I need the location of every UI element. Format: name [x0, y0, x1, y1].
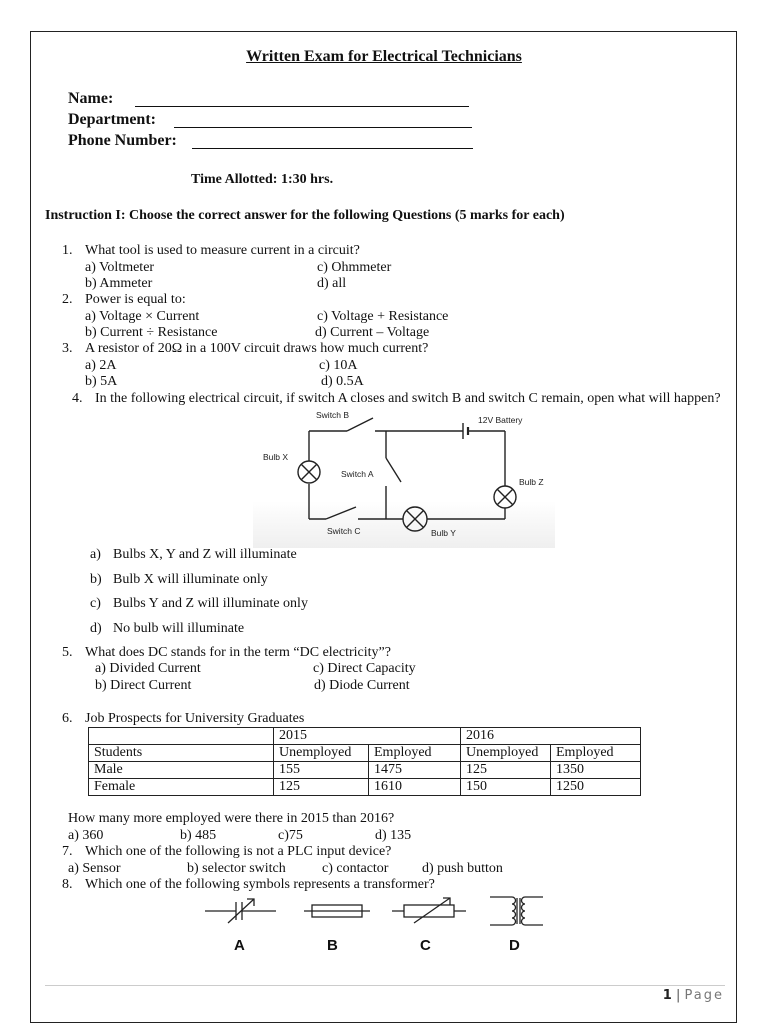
footer-divider [45, 985, 725, 986]
table-header: Students [89, 745, 274, 762]
q7-option-a: a) Sensor [68, 861, 121, 876]
q4-option-d: No bulb will illuminate [113, 621, 245, 636]
table-cell: 1350 [551, 762, 641, 779]
table-row [89, 779, 641, 796]
bulb-z-label: Bulb Z [519, 477, 544, 487]
symbol-b-fuse-icon [304, 905, 370, 917]
q4-number: 4. [72, 391, 83, 406]
table-header: Employed [369, 745, 461, 762]
q2-option-c: c) Voltage + Resistance [317, 309, 449, 324]
q2-option-d: d) Current – Voltage [315, 325, 430, 340]
switch-a-blade [386, 458, 401, 482]
table-cell: 1250 [551, 779, 641, 796]
table-row [89, 728, 641, 745]
q6-option-d: d) 135 [375, 828, 412, 843]
table-header: Employed [551, 745, 641, 762]
q4-option-a-letter: a) [90, 547, 101, 562]
page-number: 1 [662, 988, 672, 1003]
q4-option-d-letter: d) [90, 621, 102, 636]
circuit-diagram [253, 406, 555, 548]
q5-option-d: d) Diode Current [314, 678, 410, 693]
q8-text: Which one of the following symbols represents a transformer? [85, 877, 435, 892]
table-row [89, 745, 641, 762]
q2-text: Power is equal to: [85, 292, 186, 307]
switch-b-label: Switch B [316, 410, 350, 420]
table-cell: 155 [274, 762, 369, 779]
footer-separator: | [675, 988, 681, 1003]
q7-option-c: c) contactor [322, 861, 389, 876]
table-year-2016: 2016 [461, 728, 641, 745]
bulb-y-label: Bulb Y [431, 528, 456, 538]
symbol-a-variable-capacitor-icon [205, 899, 276, 923]
q4-option-b-letter: b) [90, 572, 102, 587]
table-cell: Male [89, 762, 274, 779]
q2-option-a: a) Voltage × Current [85, 309, 200, 324]
q5-option-c: c) Direct Capacity [313, 661, 416, 676]
q4-text: In the following electrical circuit, if switch A closes and switch B and switch C remain, open what will happen? [95, 391, 721, 406]
q5-text: What does DC stands for in the term “DC electricity”? [85, 645, 391, 660]
table-cell: 1475 [369, 762, 461, 779]
q5-option-b: b) Direct Current [95, 678, 192, 693]
q7-option-b: b) selector switch [187, 861, 286, 876]
switch-b-blade [347, 418, 373, 431]
q4-option-b: Bulb X will illuminate only [113, 572, 268, 587]
symbol-a-label: A [234, 937, 245, 954]
table-cell: 150 [461, 779, 551, 796]
symbol-b-label: B [327, 937, 338, 954]
table-cell: 125 [274, 779, 369, 796]
switch-c-label: Switch C [327, 526, 361, 536]
q3-option-b: b) 5A [85, 374, 118, 389]
q3-text: A resistor of 20Ω in a 100V circuit draws how much current? [85, 341, 429, 356]
job-prospects-table [88, 727, 641, 796]
symbol-d-label: D [509, 937, 520, 954]
table-cell: 1610 [369, 779, 461, 796]
battery-label: 12V Battery [478, 415, 523, 425]
q6-option-b: b) 485 [180, 828, 217, 843]
name-label: Name: [68, 90, 114, 107]
q4-option-c: Bulbs Y and Z will illuminate only [113, 596, 308, 611]
q4-option-c-letter: c) [90, 596, 101, 611]
q1-option-d: d) all [317, 276, 347, 291]
q3-option-a: a) 2A [85, 358, 117, 373]
q7-number: 7. [62, 844, 73, 859]
q6-option-c: c)75 [278, 828, 303, 843]
q7-text: Which one of the following is not a PLC input device? [85, 844, 392, 859]
phone-line [192, 148, 473, 149]
time-allotted: Time Allotted: 1:30 hrs. [191, 172, 334, 187]
page-footer [663, 988, 724, 1003]
phone-label: Phone Number: [68, 132, 177, 149]
q6-text: Job Prospects for University Graduates [85, 711, 305, 726]
q8-number: 8. [62, 877, 73, 892]
symbol-d-transformer-icon [490, 897, 543, 925]
table-header: Unemployed [274, 745, 369, 762]
q1-text: What tool is used to measure current in a circuit? [85, 243, 360, 258]
department-line [174, 127, 472, 128]
transformer-symbols [200, 893, 550, 957]
table-cell: 125 [461, 762, 551, 779]
symbol-c-variable-resistor-icon [392, 898, 466, 923]
q3-option-d: d) 0.5A [321, 374, 364, 389]
q7-option-d: d) push button [422, 861, 503, 876]
page-word: Page [684, 988, 724, 1003]
name-line [135, 106, 469, 107]
q6-number: 6. [62, 711, 73, 726]
q1-option-c: c) Ohmmeter [317, 260, 392, 275]
table-row [89, 762, 641, 779]
table-cell: Female [89, 779, 274, 796]
table-header: Unemployed [461, 745, 551, 762]
q1-option-a: a) Voltmeter [85, 260, 155, 275]
department-label: Department: [68, 111, 156, 128]
q2-option-b: b) Current ÷ Resistance [85, 325, 218, 340]
q3-option-c: c) 10A [319, 358, 358, 373]
q5-number: 5. [62, 645, 73, 660]
bulb-x-label: Bulb X [263, 452, 289, 462]
table-cell-empty [89, 728, 274, 745]
instruction: Instruction I: Choose the correct answer for the following Questions (5 marks for each) [45, 208, 565, 223]
q5-option-a: a) Divided Current [95, 661, 201, 676]
q6-option-a: a) 360 [68, 828, 104, 843]
exam-title: Written Exam for Electrical Technicians [246, 48, 522, 65]
q1-option-b: b) Ammeter [85, 276, 153, 291]
switch-a-label: Switch A [341, 469, 374, 479]
table-year-2015: 2015 [274, 728, 461, 745]
symbol-c-label: C [420, 937, 431, 954]
q2-number: 2. [62, 292, 73, 307]
q1-number: 1. [62, 243, 73, 258]
q3-number: 3. [62, 341, 73, 356]
q4-option-a: Bulbs X, Y and Z will illuminate [113, 547, 297, 562]
q6-question: How many more employed were there in 2015 than 2016? [68, 811, 395, 826]
